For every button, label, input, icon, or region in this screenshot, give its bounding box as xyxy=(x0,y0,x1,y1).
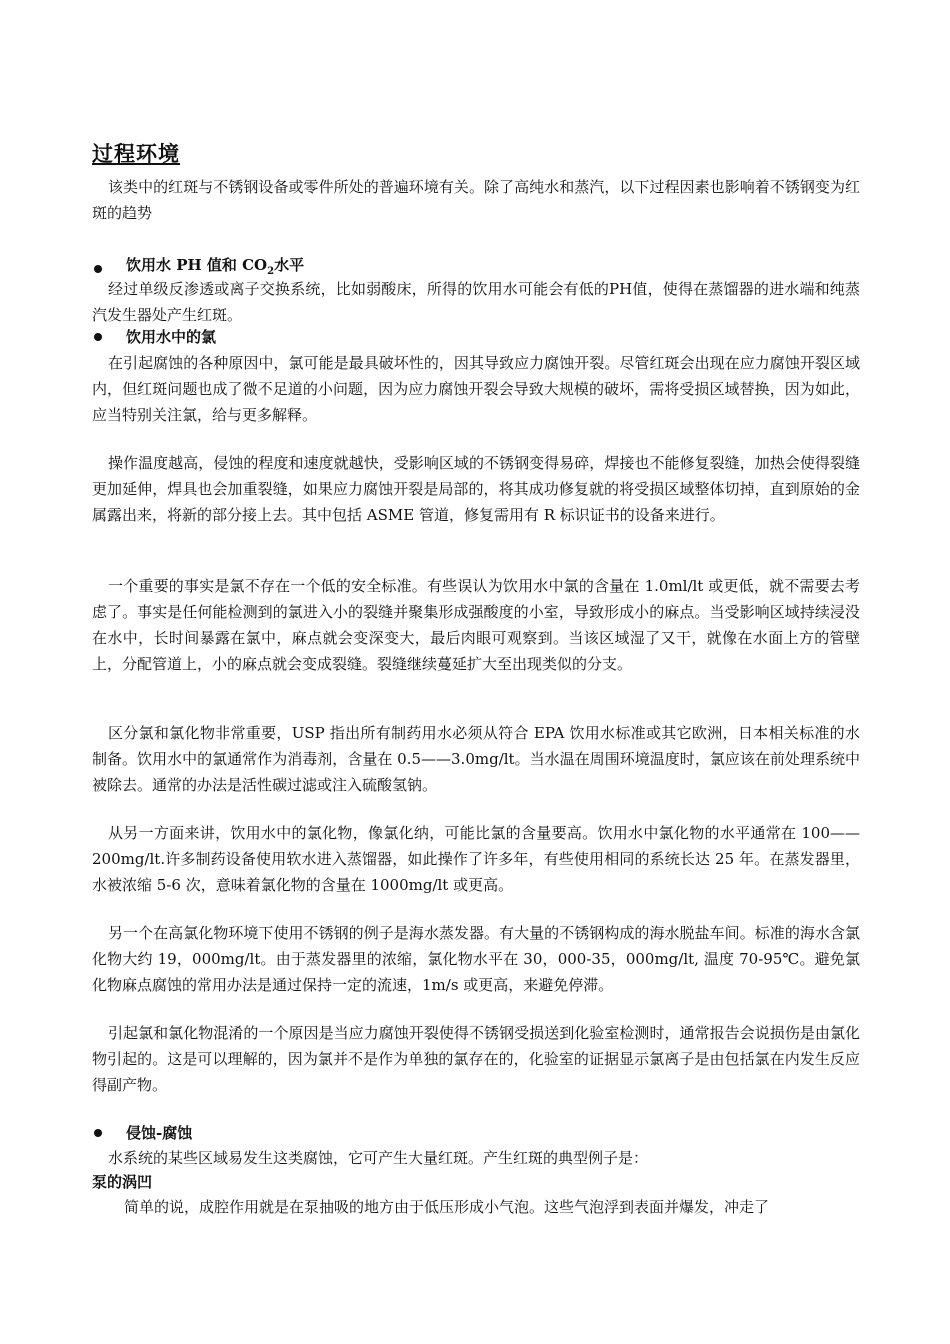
bullet-dot-icon xyxy=(94,1129,102,1137)
intro-text: 该类中的红斑与不锈钢设备或零件所处的普遍环境有关。除了高纯水和蒸汽，以下过程因素也影响着不锈钢变为红斑的趋势 xyxy=(92,178,860,222)
subheading-pump-cavitation: 泵的涡凹 xyxy=(92,1173,153,1191)
intro-paragraph xyxy=(92,174,860,226)
ph-paragraph: 经过单级反渗透或离子交换系统，比如弱酸床，所得的饮用水可能会有低的PH值，使得在蒸馏器的进水端和纯蒸汽发生器处产生红斑。 xyxy=(92,280,860,324)
chlorine-paragraph-4: 区分氯和氯化物非常重要，USP 指出所有制药用水必须从符合 EPA 饮用水标准或其它欧洲，日本相关标准的水制备。饮用水中的氯通常作为消毒剂，含量在 0.5——3.0mg/lt。当水温在周围环境温度时，氯应该在前处理系统中被除去。通常的办法是活性碳过滤或注入硫酸氢钠。 xyxy=(92,724,860,794)
chlorine-paragraph-5: 从另一方面来讲，饮用水中的氯化物，像氯化纳，可能比氯的含量要高。饮用水中氯化物的水平通常在 100——200mg/lt.许多制药设备使用软水进入蒸馏器，如此操作了许多年，有些使用相同的系统长达 25 年。在蒸发器里，水被浓缩 5-6 次，意味着氯化物的含量在 1000mg/lt 或更高。 xyxy=(92,824,860,894)
section-title: 过程环境 xyxy=(92,141,180,166)
cavitation-paragraph: 简单的说，成腔作用就是在泵抽吸的地方由于低压形成小气泡。这些气泡浮到表面并爆发，冲走了 xyxy=(124,1198,770,1216)
bullet-ph-co2-label: 饮用水 PH 值和 $CO_2$水平 xyxy=(126,256,305,277)
bullet-dot-icon xyxy=(94,265,102,273)
chlorine-paragraph-6: 另一个在高氯化物环境下使用不锈钢的例子是海水蒸发器。有大量的不锈钢构成的海水脱盐车间。标准的海水含氯化物大约 19，000mg/lt。由于蒸发器里的浓缩，氯化物水平在 30，000-35，000mg/lt, 温度 70-95℃。避免氯化物麻点腐蚀的常用办法是通过保持一定的流速，1m/s 或更高，来避免停滞。 xyxy=(92,924,860,994)
erosion-paragraph: 水系统的某些区域易发生这类腐蚀，它可产生大量红斑。产生红斑的典型例子是： xyxy=(108,1149,649,1167)
bullet-erosion xyxy=(92,1120,192,1146)
chlorine-paragraph-1: 在引起腐蚀的各种原因中，氯可能是最具破坏性的，因其导致应力腐蚀开裂。尽管红斑会出现在应力腐蚀开裂区域内，但红斑问题也成了微不足道的小问题，因为应力腐蚀开裂会导致大规模的破坏，需将受损区域替换，因为如此，应当特别关注氯，给与更多解释。 xyxy=(92,354,860,424)
bullet-chlorine-label: 饮用水中的氯 xyxy=(126,328,217,346)
chlorine-paragraph-2: 操作温度越高，侵蚀的程度和速度就越快，受影响区域的不锈钢变得易碎，焊接也不能修复裂缝，加热会使得裂缝更加延伸，焊具也会加重裂缝，如果应力腐蚀开裂是局部的，将其成功修复就的将受损区域整体切掉，直到原始的金属露出来，将新的部分接上去。其中包括 ASME 管道，修复需用有 R 标识证书的设备来进行。 xyxy=(92,454,860,524)
bullet-erosion-label: 侵蚀-腐蚀 xyxy=(126,1124,193,1142)
chlorine-paragraph-7: 引起氯和氯化物混淆的一个原因是当应力腐蚀开裂使得不锈钢受损送到化验室检测时，通常报告会说损伤是由氯化物引起的。这是可以理解的，因为氯并不是作为单独的氯存在的，化验室的证据显示氯离子是由包括氯在内发生反应得副产物。 xyxy=(92,1024,860,1094)
bullet-chlorine xyxy=(92,324,216,350)
chlorine-paragraph-3: 一个重要的事实是氯不存在一个低的安全标准。有些误认为饮用水中氯的含量在 1.0ml/lt 或更低，就不需要去考虑了。事实是任何能检测到的氯进入小的裂缝并聚集形成强酸度的小室，导致形成小的麻点。当受影响区域持续浸没在水中，长时间暴露在氯中，麻点就会变深变大，最后肉眼可观察到。当该区域湿了又干，就像在水面上方的管壁上，分配管道上，小的麻点就会变成裂缝。裂缝继续蔓延扩大至出现类似的分支。 xyxy=(92,577,860,673)
bullet-dot-icon xyxy=(94,333,102,341)
